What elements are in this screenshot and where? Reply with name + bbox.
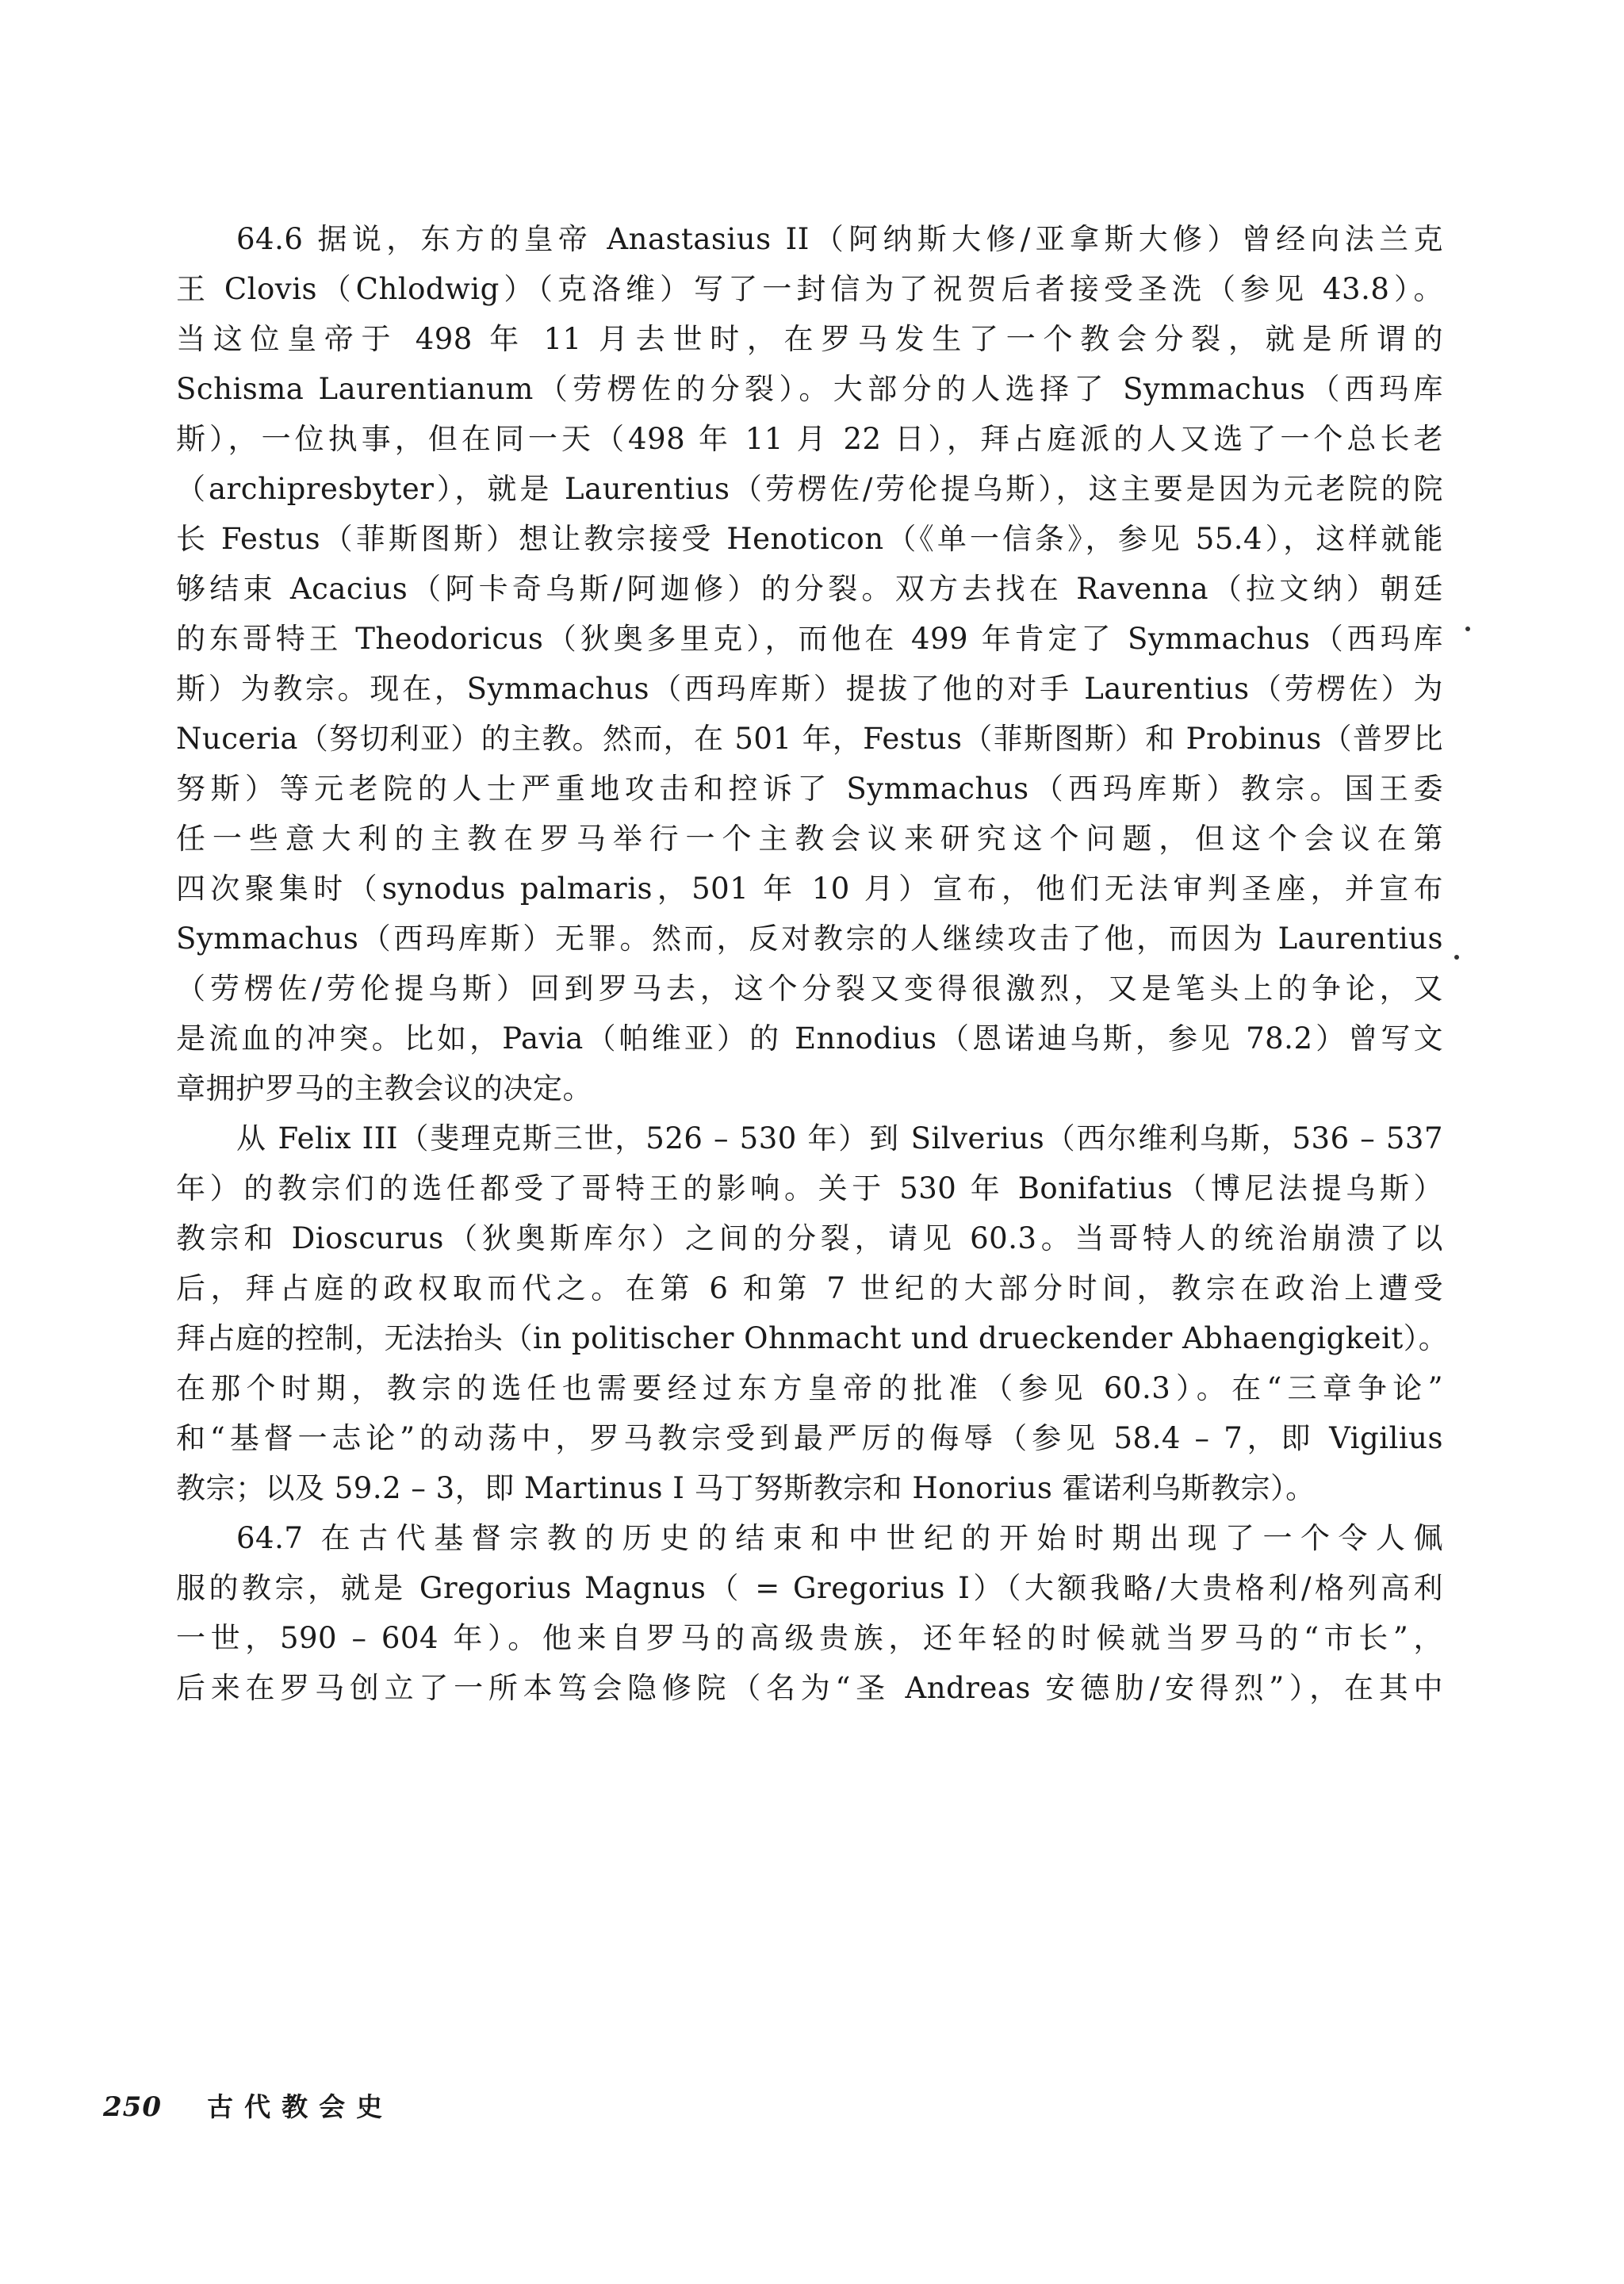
text-line: 64.6 据说，东方的皇帝 Anastasius II（阿纳斯大修/亚拿斯大修）曾经向法兰克 [236,222,1443,256]
paragraph-64-6 [176,214,1443,1113]
text-line: 王 Clovis（Chlodwig）（克洛维）写了一封信为了祝贺后者接受圣洗（参见 43.8）。 [176,272,1443,306]
text-line: 够结束 Acacius（阿卡奇乌斯/阿迦修）的分裂。双方去找在 Ravenna（拉文纳）朝廷 [176,572,1443,606]
text-line: Schisma Laurentianum（劳楞佐的分裂）。大部分的人选择了 Symmachus（西玛库 [176,372,1443,406]
running-title: 古代教会史 [207,2091,394,2122]
text-line: 在那个时期，教宗的选任也需要经过东方皇帝的批准（参见 60.3）。在“三章争论” [176,1371,1443,1405]
text-line: 四次聚集时（synodus palmaris，501 年 10 月）宣布，他们无法审判圣座，并宣布 [176,872,1443,906]
text-line: 年）的教宗们的选任都受了哥特王的影响。关于 530 年 Bonifatius（博尼法提乌斯） [176,1171,1443,1205]
text-line: （劳楞佐/劳伦提乌斯）回到罗马去，这个分裂又变得很激烈，又是笔头上的争论，又 [176,971,1443,1006]
body-text [176,214,1449,1713]
text-line: 64.7 在古代基督宗教的历史的结束和中世纪的开始时期出现了一个令人佩 [236,1521,1443,1555]
text-line: Symmachus（西玛库斯）无罪。然而，反对教宗的人继续攻击了他，而因为 Laurentius [176,922,1443,956]
page-number: 250 [103,2091,162,2123]
text-line: 斯），一位执事，但在同一天（498 年 11 月 22 日），拜占庭派的人又选了一个总长老 [176,422,1443,456]
text-line: 当这位皇帝于 498 年 11 月去世时，在罗马发生了一个教会分裂，就是所谓的 [176,322,1443,356]
paragraph-64-7 [176,1513,1443,1713]
text-line: 是流血的冲突。比如，Pavia（帕维亚）的 Ennodius（恩诺迪乌斯，参见 78.2）曾写文 [176,1021,1443,1056]
text-line: 后来在罗马创立了一所本笃会隐修院（名为“圣 Andreas 安德肋/安得烈”），在其中 [176,1671,1443,1705]
text-line: 服的教宗，就是 Gregorius Magnus（ = Gregorius I）（大额我略/大贵格利/格列高利 [176,1571,1443,1605]
text-line: 从 Felix III（斐理克斯三世，526 – 530 年）到 Silverius（西尔维利乌斯，536 – 537 [236,1121,1443,1155]
scan-speck [1454,955,1459,960]
text-line: 教宗和 Dioscurus（狄奥斯库尔）之间的分裂，请见 60.3。当哥特人的统治崩溃了以 [176,1221,1443,1255]
paragraph-popes-gothic [176,1113,1449,1513]
text-line: 长 Festus（菲斯图斯）想让教宗接受 Henoticon（《单一信条》，参见 55.4），这样就能 [176,522,1443,556]
scan-speck [1465,627,1470,631]
text-line: 后，拜占庭的政权取而代之。在第 6 和第 7 世纪的大部分时间，教宗在政治上遭受 [176,1271,1443,1305]
text-line: 一世，590 – 604 年）。他来自罗马的高级贵族，还年轻的时候就当罗马的“市长”， [176,1621,1443,1655]
text-line: 拜占庭的控制，无法抬头（in politischer Ohnmacht und drueckender Abhaengigkeit）。 [176,1321,1449,1355]
text-line: 斯）为教宗。现在，Symmachus（西玛库斯）提拔了他的对手 Laurentius（劳楞佐）为 [176,672,1443,706]
text-line: 章拥护罗马的主教会议的决定。 [176,1071,592,1106]
page-footer [103,2087,393,2127]
text-line: 教宗；以及 59.2 – 3，即 Martinus I 马丁努斯教宗和 Honorius 霍诺利乌斯教宗）。 [176,1471,1316,1505]
text-line: 努斯）等元老院的人士严重地攻击和控诉了 Symmachus（西玛库斯）教宗。国王委 [176,772,1443,806]
text-line: 任一些意大利的主教在罗马举行一个主教会议来研究这个问题，但这个会议在第 [176,822,1443,856]
text-line: Nuceria（努切利亚）的主教。然而，在 501 年，Festus（菲斯图斯）和 Probinus（普罗比 [176,722,1443,756]
text-line: （archipresbyter），就是 Laurentius（劳楞佐/劳伦提乌斯），这主要是因为元老院的院 [176,472,1443,506]
text-line: 的东哥特王 Theodoricus（狄奥多里克），而他在 499 年肯定了 Symmachus（西玛库 [176,622,1443,656]
text-line: 和“基督一志论”的动荡中，罗马教宗受到最严厉的侮辱（参见 58.4 – 7，即 Vigilius [176,1421,1443,1455]
